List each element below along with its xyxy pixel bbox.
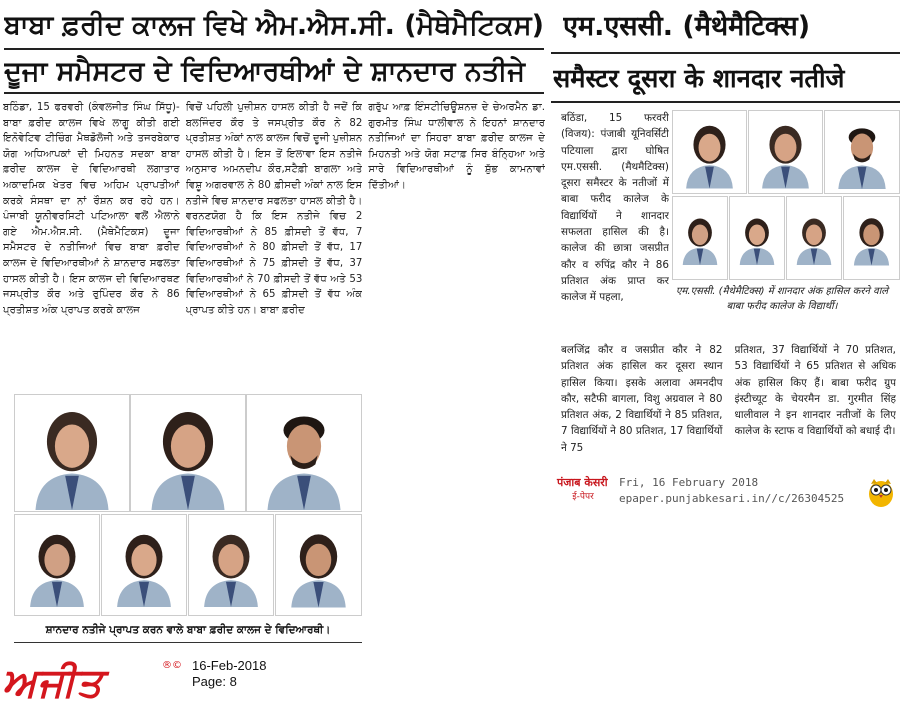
student-photo [729, 196, 785, 280]
student-photo [14, 394, 130, 512]
punjab-kesari-logo [557, 476, 609, 506]
brand-name: पंजाब केसरी [557, 476, 608, 489]
ajit-logo [2, 660, 182, 706]
student-photo [275, 514, 362, 616]
dateline [192, 658, 266, 690]
page-number: Page: 8 [192, 674, 237, 689]
headline-line2: समैस्टर दूसरा के शानदार नतीजे [553, 64, 845, 94]
student-photo [748, 110, 823, 194]
registered-mark: ®© [162, 660, 182, 671]
article-column-1: ਬਠਿੰਡਾ, 15 ਫਰਵਰੀ (ਕੰਵਲਜੀਤ ਸਿੰਘ ਸਿੱਧੂ)-ਬਾਬਾ ਫ਼ਰੀਦ ਕਾਲਜ ਵਿਖੇ ਲਾਗੂ ਕੀਤੀ ਗਈ ਇਨੋਵੇਟਿਵ ਟੀਚਿੰਗ ਮੈਥਡੋਲੋਜੀ ਅਤੇ ਤਜਰਬੇਕਾਰ ਯੋਗ ਅਧਿਆਪਕਾਂ ਦੀ ਮਿਹਨਤ ਸਦਕਾ ਬਾਬਾ ਫ਼ਰੀਦ ਕਾਲਜ ਦੇ ਵਿਦਿਆਰਥੀ ਲਗਾਤਾਰ ਅਕਾਦਮਿਕ ਖੇਤਰ ਵਿਚ ਅਹਿਮ ਪ੍ਰਾਪਤੀਆਂ ਕਰਕੇ ਸੰਸਥਾ ਦਾ ਨਾਂ ਰੌਸ਼ਨ ਕਰ ਰਹੇ ਹਨ। ਪੰਜਾਬੀ ਯੂਨੀਵਰਸਿਟੀ ਪਟਿਆਲਾ ਵਲੋਂ ਐਲਾਨੇ ਗਏ ਐਮ.ਐਸ.ਸੀ. (ਮੈਥੇਮੈਟਿਕਸ) ਦੂਜਾ ਸਮੈਸਟਰ ਦੇ ਨਤੀਜਿਆਂ ਵਿਚ ਬਾਬਾ ਫ਼ਰੀਦ ਕਾਲਜ ਦੇ ਵਿਦਿਆਰਥੀਆਂ ਨੇ ਸ਼ਾਨਦਾਰ ਸਫਲਤਾ ਹਾਸਲ ਕੀਤੀ ਹੈ। ਇਸ ਕਾਲਜ ਦੀ ਵਿਦਿਆਰਥਣ ਜਸਪ੍ਰੀਤ ਕੌਰ ਅਤੇ ਰੁਪਿੰਦਰ ਕੌਰ ਨੇ 86 ਪ੍ਰਤੀਸ਼ਤ ਅੰਕ ਪ੍ਰਾਪਤ ਕਰਕੇ ਕਾਲਜ [3, 102, 180, 316]
student-photo [672, 196, 728, 280]
students-photo-grid [672, 110, 900, 280]
headline-divider [4, 48, 544, 50]
headline-line2: ਦੂਜਾ ਸਮੈਸਟਰ ਦੇ ਵਿਦਿਆਰਥੀਆਂ ਦੇ ਸ਼ਾਨਦਾਰ ਨਤੀਜੇ [4, 56, 525, 87]
headline-line1: ਬਾਬਾ ਫ਼ਰੀਦ ਕਾਲਜ ਵਿਖੇ ਐਮ.ਐਸ.ਸੀ. (ਮੈਥੇਮੈਟਿਕਸ) [4, 10, 544, 41]
student-photo [188, 514, 274, 616]
article-column-2: प्रतिशत, 37 विद्यार्थियों ने 70 प्रतिशत, 53 विद्यार्थियों ने 65 प्रतिशत से अधिक अंक हासिल किए हैं। बाबा फरीद ग्रुप इंस्टीच्यूट के चेयरमैन डा. गुरमीत सिंह धालीवाल ने इन शानदार नतीजों के लिए कालेज के स्टाफ व विद्यार्थियों को बधाई दी। [734, 344, 896, 438]
student-photo [824, 110, 900, 194]
epaper-footer [551, 472, 900, 512]
ajit-logo-text: ਅਜੀਤ [2, 660, 104, 706]
publication-date: 16-Feb-2018 [192, 658, 267, 673]
headline-divider [4, 92, 544, 94]
student-photo [101, 514, 187, 616]
owl-mascot-icon [867, 476, 895, 508]
article-column-3: ਗਰੁੱਪ ਆਫ਼ ਇੰਸਟੀਚਿਊਸ਼ਨਜ਼ ਦੇ ਚੇਅਰਮੈਨ ਡਾ. ਗੁਰਮੀਤ ਸਿੰਘ ਧਾਲੀਵਾਲ ਨੇ ਇਹਨਾਂ ਸ਼ਾਨਦਾਰ ਨਤੀਜਿਆਂ ਦਾ ਸਿਹਰਾ ਬਾਬਾ ਫ਼ਰੀਦ ਕਾਲਜ ਦੇ ਮਿਹਨਤੀ ਅਤੇ ਯੋਗ ਸਟਾਫ਼ ਸਿਰ ਬੰਨ੍ਹਿਆ ਅਤੇ ਸਾਰੇ ਵਿਦਿਆਰਥੀਆਂ ਨੂੰ ਸ਼ੁੱਭ ਕਾਮਨਾਵਾਂ ਦਿੱਤੀਆਂ। [368, 102, 546, 191]
headline-divider [551, 52, 900, 54]
student-photo [14, 514, 100, 616]
punjab-kesari-clipping [551, 0, 900, 470]
student-photo [843, 196, 900, 280]
epaper-url[interactable]: epaper.punjabkesari.in//c/26304525 [619, 492, 845, 505]
headline-line1: एम.एससी. (मैथेमैटिक्स) [563, 11, 811, 42]
student-photo [130, 394, 246, 512]
headline-divider [551, 101, 900, 103]
article-column-2: ਵਿਚੋਂ ਪਹਿਲੀ ਪੁਜ਼ੀਸ਼ਨ ਹਾਸਲ ਕੀਤੀ ਹੈ ਜਦੋਂ ਕਿ ਬਲਜਿੰਦਰ ਕੌਰ ਤੇ ਜਸਪ੍ਰੀਤ ਕੌਰ ਨੇ 82 ਪ੍ਰਤੀਸ਼ਤ ਅੰਕਾਂ ਨਾਲ ਕਾਲਜ ਵਿਚੋਂ ਦੂਜੀ ਪੁਜ਼ੀਸ਼ਨ ਹਾਸਲ ਕੀਤੀ ਹੈ। ਇਸ ਤੋਂ ਇਲਾਵਾ ਇਸ ਨਤੀਜੇ ਅਨੁਸਾਰ ਅਮਨਦੀਪ ਕੌਰ,ਸਟੈਫ਼ੀ ਬਾਗਲਾ ਅਤੇ ਵਿਸ਼ੂ ਅਗਰਵਾਲ ਨੇ 80 ਫ਼ੀਸਦੀ ਅੰਕਾਂ ਨਾਲ ਇਸ ਨਤੀਜੇ ਵਿਚ ਸ਼ਾਨਦਾਰ ਸਫਲਤਾ ਹਾਸਲ ਕੀਤੀ ਹੈ। ਵਰਨਣਯੋਗ ਹੈ ਕਿ ਇਸ ਨਤੀਜੇ ਵਿਚ 2 ਵਿਦਿਆਰਥੀਆਂ ਨੇ 85 ਫ਼ੀਸਦੀ ਤੋਂ ਵੱਧ, 7 ਵਿਦਿਆਰਥੀਆਂ ਨੇ 80 ਫ਼ੀਸਦੀ ਤੋਂ ਵੱਧ, 17 ਵਿਦਿਆਰਥੀਆਂ ਨੇ 75 ਫ਼ੀਸਦੀ ਤੋਂ ਵੱਧ, 37 ਵਿਦਿਆਰਥੀਆਂ ਨੇ 70 ਫ਼ੀਸਦੀ ਤੋਂ ਵੱਧ ਅਤੇ 53 ਵਿਦਿਆਰਥੀਆਂ ਨੇ 65 ਫ਼ੀਸਦੀ ਤੋਂ ਵੱਧ ਅੰਕ ਪ੍ਰਾਪਤ ਕੀਤੇ ਹਨ। ਬਾਬਾ ਫ਼ਰੀਦ [185, 102, 363, 316]
student-photo [672, 110, 747, 194]
brand-subtitle: ई-पेपर [572, 492, 594, 502]
student-photo [246, 394, 362, 512]
photo-caption: एम.एससी. (मैथेमैटिक्स) में शानदार अंक हासिल करने वाले बाबा फरीद कालेज के विद्यार्थी। [675, 286, 889, 312]
photo-caption: ਸ਼ਾਨਦਾਰ ਨਤੀਜੇ ਪ੍ਰਾਪਤ ਕਰਨ ਵਾਲੇ ਬਾਬਾ ਫ਼ਰੀਦ ਕਾਲਜ ਦੇ ਵਿਦਿਆਰਥੀ। [14, 619, 362, 643]
article-columns [3, 100, 545, 390]
article-intro: बठिंडा, 15 फरवरी (विजय): पंजाबी यूनिवर्सिटी पटियाला द्वारा घोषित एम.एससी. (मैथमैटिक्स) दूसरा समैस्टर के नतीजों में बाबा फरीद कालेज के विद्यार्थियों ने शानदार सफलता हासिल की है। कालेज की छात्रा जसप्रीत कौर व रुपिंद्र कौर ने 86 प्रतिशत अंक प्राप्त कर कालेज में पहला, [561, 112, 669, 304]
epaper-date: Fri, 16 February 2018 [619, 476, 759, 489]
student-photo [786, 196, 842, 280]
article-columns [561, 342, 896, 470]
article-column-1: बलजिंद्र कौर व जसप्रीत कौर ने 82 प्रतिशत अंक हासिल कर दूसरा स्थान हासिल किया। इसके अलावा अमनदीप कौर, सटैफी बागला, विशु अग्रवाल ने 80 प्रतिशत अंक, 2 विद्यार्थियों ने 85 प्रतिशत, 7 विद्यार्थियों ने 80 प्रतिशत, 17 विद्यार्थियों ने 75 [561, 344, 723, 454]
students-photo-grid [14, 394, 362, 616]
